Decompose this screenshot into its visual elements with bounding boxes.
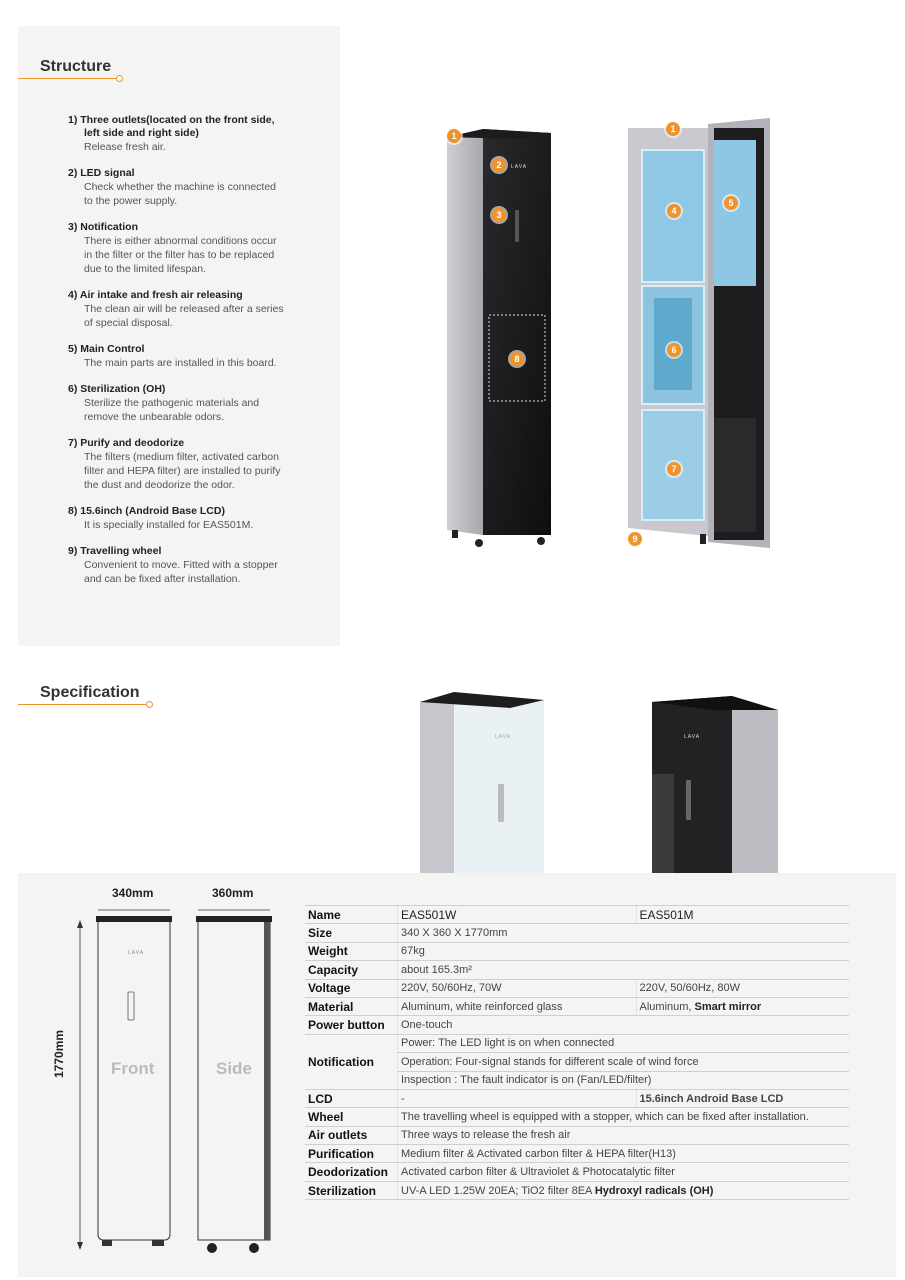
row-value: Medium filter & Activated carbon filter & HEPA filter(H13)	[398, 1145, 850, 1163]
badge-lcd: 8	[510, 352, 524, 366]
specification-title: Specification	[40, 684, 140, 701]
row-value: about 165.3m²	[398, 961, 850, 979]
dimension-width-front: 340mm	[112, 886, 154, 900]
table-row	[305, 924, 849, 942]
row-label: Name	[305, 906, 398, 924]
badge-purify: 7	[667, 462, 681, 476]
row-label: Voltage	[305, 979, 398, 997]
row-value: Aluminum, white reinforced glass	[398, 997, 637, 1015]
structure-desc: remove the unbearable odors.	[84, 411, 225, 423]
model-m-name: EAS501M	[636, 906, 849, 924]
row-label: Air outlets	[305, 1126, 398, 1144]
badge-wheel: 9	[628, 532, 642, 546]
row-label: Wheel	[305, 1108, 398, 1126]
structure-item-lcd	[68, 505, 330, 532]
row-label: Capacity	[305, 961, 398, 979]
row-label: Size	[305, 924, 398, 942]
model-w-name: EAS501W	[398, 906, 637, 924]
structure-heading: 3) Notification	[68, 221, 138, 233]
row-label: Weight	[305, 942, 398, 960]
table-row	[305, 942, 849, 960]
structure-desc: the dust and deodorize the odor.	[84, 479, 235, 491]
model-black-illustration	[652, 694, 778, 873]
spec-table	[305, 905, 849, 1200]
table-row	[305, 906, 849, 924]
table-row	[305, 1126, 849, 1144]
cabinet-open-illustration	[624, 118, 774, 550]
structure-desc: It is specially installed for EAS501M.	[84, 519, 254, 531]
table-row	[305, 1163, 849, 1181]
row-value: Operation: Four-signal stands for different scale of wind force	[398, 1053, 850, 1071]
table-row	[305, 1108, 849, 1126]
cabinet-closed-illustration	[445, 125, 555, 550]
row-label: Power button	[305, 1016, 398, 1034]
table-row	[305, 997, 849, 1015]
table-row	[305, 961, 849, 979]
badge-outlets: 1	[447, 129, 461, 143]
specification-title-dot	[146, 701, 153, 708]
row-value: Power: The LED light is on when connected	[398, 1034, 850, 1052]
row-label: Deodorization	[305, 1163, 398, 1181]
structure-item-led	[68, 167, 330, 208]
structure-desc: Check whether the machine is connected	[84, 181, 277, 193]
structure-desc: There is either abnormal conditions occur	[84, 235, 277, 247]
badge-sterilization: 6	[667, 343, 681, 357]
structure-desc: Convenient to move. Fitted with a stopper	[84, 559, 278, 571]
structure-heading: 5) Main Control	[68, 343, 145, 355]
structure-desc: The clean air will be released after a series	[84, 303, 284, 315]
row-value: Activated carbon filter & Ultraviolet & Photocatalytic filter	[398, 1163, 850, 1181]
structure-item-main-control	[68, 343, 330, 370]
badge-main-control: 5	[724, 196, 738, 210]
table-row	[305, 1181, 849, 1199]
model-black-drawing	[652, 694, 778, 873]
table-row	[305, 1016, 849, 1034]
structure-heading: 1) Three outlets(located on the front side,	[68, 114, 275, 126]
structure-heading: 7) Purify and deodorize	[68, 437, 185, 449]
row-value	[636, 997, 849, 1015]
structure-desc: The main parts are installed in this board.	[84, 357, 277, 369]
structure-title: Structure	[40, 58, 112, 75]
table-row	[305, 979, 849, 997]
table-row	[305, 1034, 849, 1052]
structure-item-outlets	[68, 114, 330, 154]
structure-list	[68, 114, 330, 599]
side-label: Side	[216, 1059, 252, 1078]
row-value: 15.6inch Android Base LCD	[636, 1089, 849, 1107]
structure-desc: due to the limited lifespan.	[84, 263, 206, 275]
table-row	[305, 1145, 849, 1163]
structure-item-sterilization	[68, 383, 330, 424]
brand-logo: LAVA	[495, 734, 512, 740]
specification-title-underline	[18, 704, 148, 705]
row-label: Notification	[305, 1034, 398, 1089]
row-value: Three ways to release the fresh air	[398, 1126, 850, 1144]
row-value: 67kg	[398, 942, 850, 960]
structure-item-wheel	[68, 545, 330, 586]
badge-air-intake: 4	[667, 204, 681, 218]
row-value: 220V, 50/60Hz, 70W	[398, 979, 637, 997]
row-label: Sterilization	[305, 1181, 398, 1199]
row-value: 220V, 50/60Hz, 80W	[636, 979, 849, 997]
structure-heading: 9) Travelling wheel	[68, 545, 162, 557]
structure-heading: 2) LED signal	[68, 167, 135, 179]
row-value-emphasis: Hydroxyl radicals (OH)	[594, 1184, 714, 1197]
structure-heading: 4) Air intake and fresh air releasing	[68, 289, 243, 301]
model-white-drawing	[420, 690, 546, 873]
structure-heading: left side and right side)	[84, 127, 199, 139]
structure-desc: to the power supply.	[84, 195, 178, 207]
structure-desc: of special disposal.	[84, 317, 173, 329]
structure-desc: Sterilize the pathogenic materials and	[84, 397, 260, 409]
structure-desc: in the filter or the filter has to be replaced	[84, 249, 275, 261]
structure-desc: The filters (medium filter, activated carbon	[84, 451, 279, 463]
cabinet-open-drawing	[624, 118, 774, 550]
brand-logo: LAVA	[511, 164, 528, 170]
model-white-illustration	[420, 690, 546, 873]
row-label: Material	[305, 997, 398, 1015]
structure-item-notification	[68, 221, 330, 276]
structure-item-air-intake	[68, 289, 330, 330]
badge-outlets: 1	[666, 122, 680, 136]
row-value	[398, 1181, 850, 1199]
structure-heading: 6) Sterilization (OH)	[68, 383, 166, 395]
structure-desc: filter and HEPA filter) are installed to purify	[84, 465, 281, 477]
structure-desc: Release fresh air.	[84, 141, 166, 153]
row-value-part: UV-A LED 1.25W 20EA; TiO2 filter 8EA	[401, 1184, 595, 1197]
brand-logo: LAVA	[684, 734, 701, 740]
row-value: The travelling wheel is equipped with a stopper, which can be fixed after installation.	[398, 1108, 850, 1126]
row-value: Inspection : The fault indicator is on (Fan/LED/filter)	[398, 1071, 850, 1089]
badge-led: 2	[492, 158, 506, 172]
dimension-width-side: 360mm	[212, 886, 254, 900]
row-value: 340 X 360 X 1770mm	[398, 924, 850, 942]
dimension-height: 1770mm	[52, 1029, 66, 1078]
front-label: Front	[111, 1059, 155, 1078]
brand-logo: LAVA	[128, 950, 145, 956]
row-value: -	[398, 1089, 637, 1107]
row-label: Purification	[305, 1145, 398, 1163]
structure-item-purify	[68, 437, 330, 492]
structure-heading: 8) 15.6inch (Android Base LCD)	[68, 505, 225, 517]
table-row	[305, 1089, 849, 1107]
structure-desc: and can be fixed after installation.	[84, 573, 241, 585]
structure-title-underline	[18, 78, 118, 79]
row-value-emphasis: Smart mirror	[694, 1000, 762, 1013]
dimension-drawing	[70, 898, 290, 1258]
badge-notification: 3	[492, 208, 506, 222]
row-value-part: Aluminum,	[639, 1000, 695, 1013]
row-value: One-touch	[398, 1016, 850, 1034]
row-label: LCD	[305, 1089, 398, 1107]
structure-title-dot	[116, 75, 123, 82]
cabinet-closed-drawing	[445, 125, 555, 550]
